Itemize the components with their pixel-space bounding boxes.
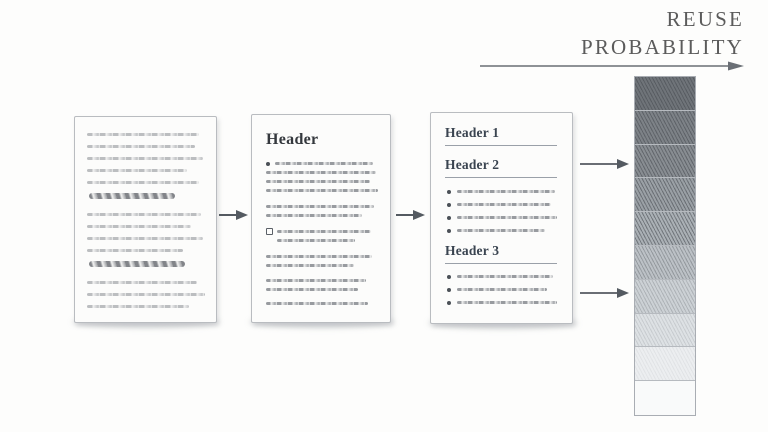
bar-cell xyxy=(635,178,695,212)
title-line-1: REUSE xyxy=(666,7,744,31)
flow-arrow-1 xyxy=(219,207,249,223)
reuse-probability-bar[interactable] xyxy=(634,76,696,416)
transcribed-doc-page[interactable] xyxy=(251,114,391,323)
doc-header-2: Header 2 xyxy=(445,157,500,172)
bullet-icon xyxy=(447,288,451,292)
bar-cell xyxy=(635,145,695,179)
title-line-2: PROBABILITY xyxy=(580,34,744,59)
structured-doc-page[interactable] xyxy=(430,112,573,324)
diagram-title xyxy=(424,6,744,61)
bar-cell xyxy=(635,77,695,111)
doc-header-1: Header 1 xyxy=(445,125,500,140)
bar-cell xyxy=(635,212,695,246)
bar-cell xyxy=(635,280,695,314)
header-rule xyxy=(445,177,557,178)
doc-header: Header xyxy=(266,131,319,148)
checkbox-icon xyxy=(266,228,273,235)
flow-arrow-2 xyxy=(396,207,426,223)
bullet-icon xyxy=(266,162,270,166)
bar-cell xyxy=(635,246,695,280)
bar-cell xyxy=(635,111,695,145)
handwritten-note-page[interactable] xyxy=(74,116,217,323)
bullet-icon xyxy=(447,216,451,220)
bullet-icon xyxy=(447,190,451,194)
flow-arrow-4 xyxy=(580,285,630,301)
bullet-icon xyxy=(447,203,451,207)
bullet-icon xyxy=(447,301,451,305)
bullet-icon xyxy=(447,229,451,233)
bullet-icon xyxy=(447,275,451,279)
right-arrow-icon xyxy=(478,60,746,72)
flow-arrow-3 xyxy=(580,156,630,172)
header-rule xyxy=(445,263,557,264)
header-rule xyxy=(445,145,557,146)
bar-cell xyxy=(635,314,695,348)
bar-cell xyxy=(635,347,695,381)
bar-cell xyxy=(635,381,695,415)
doc-header-3: Header 3 xyxy=(445,243,500,258)
signature-scribble xyxy=(89,261,185,267)
signature-scribble xyxy=(89,193,175,199)
